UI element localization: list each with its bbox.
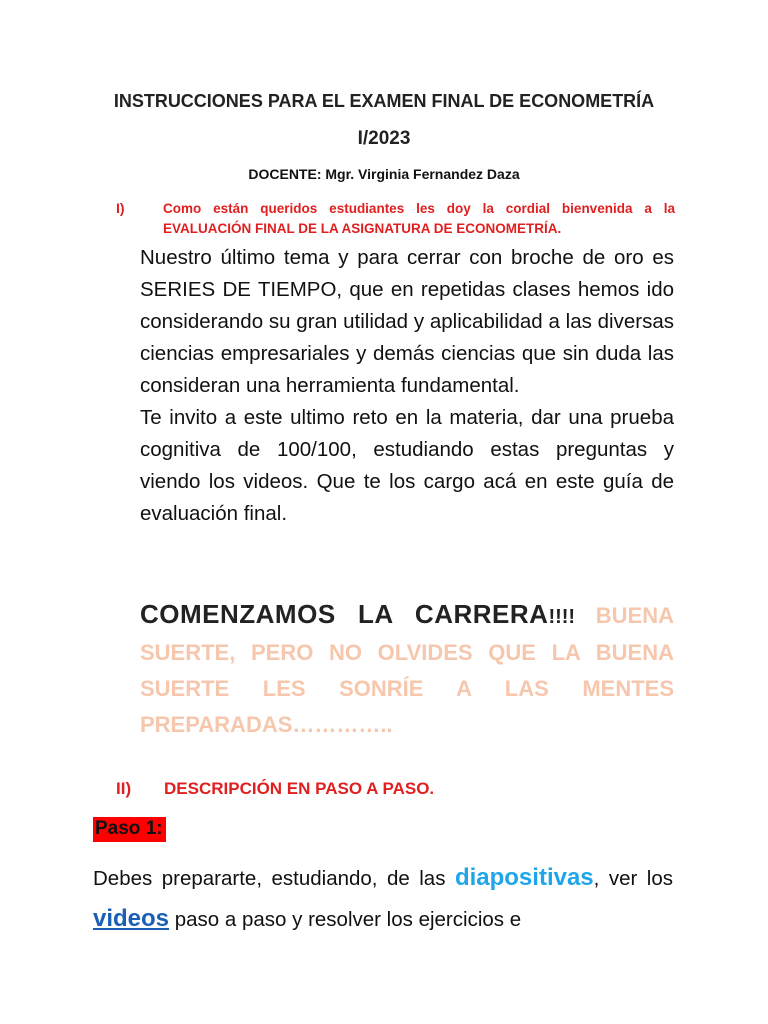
step-1-text-middle: , ver los [593, 867, 673, 890]
section-1-number: I) [116, 200, 125, 216]
teacher-name: DOCENTE: Mgr. Virginia Fernandez Daza [248, 166, 520, 182]
videos-link[interactable]: videos [93, 905, 170, 932]
intro-paragraph-2: Te invito a este ultimo reto en la materia, dar una prueba cognitiva de 100/100, estudiando estas preguntas y viendo los videos. Que te los cargo acá en este guía de evaluación final. [140, 406, 674, 525]
slides-link[interactable]: diapositivas [454, 864, 594, 891]
step-1-text-before: Debes prepararte, estudiando, de las [93, 867, 455, 890]
race-good-luck-text: BUENA SUERTE, PERO NO OLVIDES QUE LA BUENA SUERTE LES SONRÍE A LAS MENTES PREPARADAS………….. [140, 603, 674, 737]
document-title: INSTRUCCIONES PARA EL EXAMEN FINAL DE ECONOMETRÍA [113, 91, 655, 111]
intro-paragraphs [140, 242, 674, 530]
intro-paragraph-1: Nuestro último tema y para cerrar con broche de oro es SERIES DE TIEMPO, que en repetidas clases hemos ido considerando su gran utilidad y aplicabilidad a las diversas ciencias empresariales y demás ciencias que sin duda las consideran una herramienta fundamental. [140, 246, 674, 397]
step-1-label: Paso 1: [93, 817, 166, 842]
race-message [140, 596, 674, 743]
document-period: I/2023 [357, 128, 411, 149]
section-2-number: II) [116, 779, 132, 798]
section-2-heading: DESCRIPCIÓN EN PASO A PASO. [164, 779, 435, 798]
race-exclamation: !!!! [548, 606, 576, 628]
race-heading: COMENZAMOS LA CARRERA [140, 599, 549, 629]
section-1-welcome: Como están queridos estudiantes les doy la cordial bienvenida a la EVALUACIÓN FINAL DE LA ASIGNATURA DE ECONOMETRÍA. [163, 201, 675, 236]
step-1-text [93, 858, 673, 940]
step-1-text-after: paso a paso y resolver los ejercicios e [169, 908, 522, 931]
